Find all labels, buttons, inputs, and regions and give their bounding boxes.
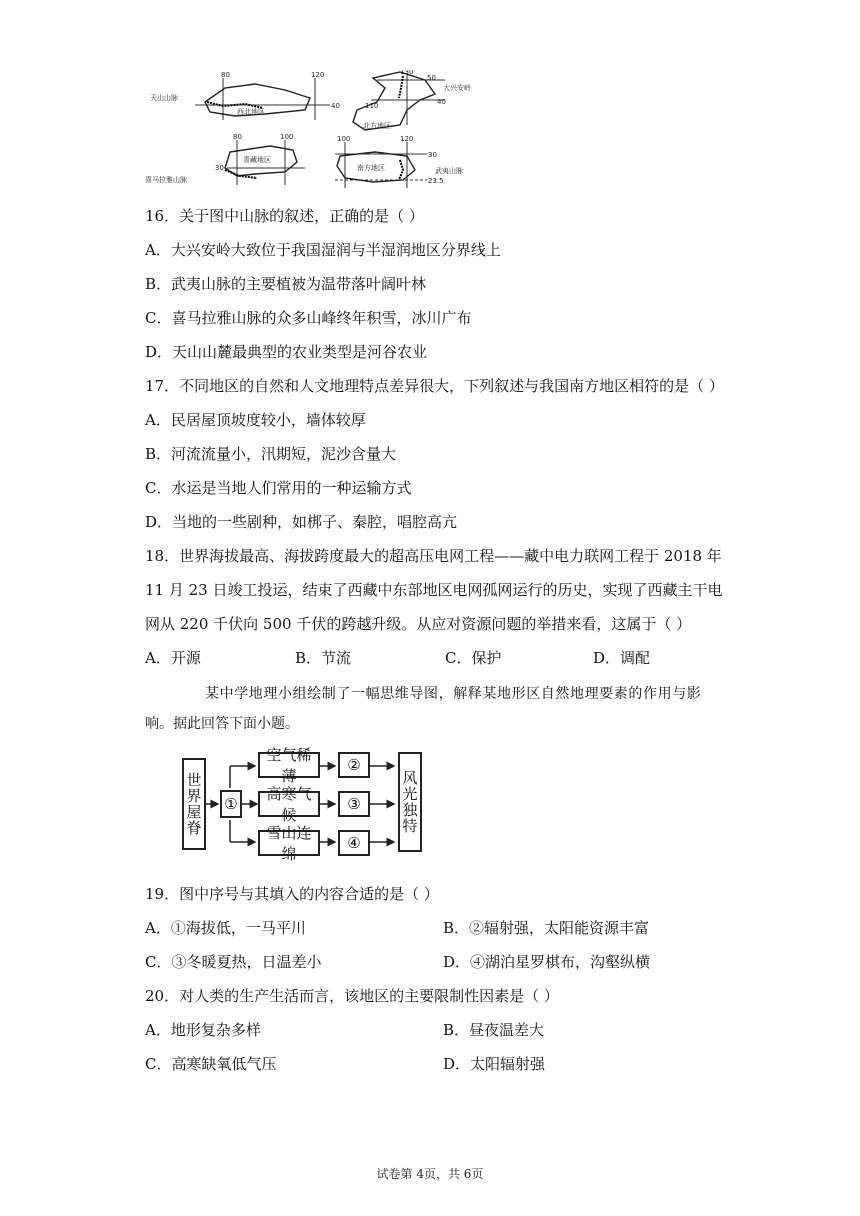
map3-region: 青藏地区 xyxy=(243,156,271,164)
region-maps-figure xyxy=(145,70,485,190)
flow-box-cold-climate: 高寒气候 xyxy=(258,791,320,817)
q20-option-c: C．高寒缺氧低气压 xyxy=(145,1055,277,1073)
map1-range: 天山山脉 xyxy=(150,94,178,102)
page-footer: 试卷第 4页，共 6页 xyxy=(376,1167,484,1181)
q16-option-d: D．天山山麓最典型的农业类型是河谷农业 xyxy=(145,343,428,361)
map4-lat1: 30 xyxy=(428,151,437,159)
map-qingzang xyxy=(145,133,305,185)
intro-line-1: 某中学地理小组绘制了一幅思维导图，解释某地形区自然地理要素的作用与影 xyxy=(205,686,702,702)
q17-option-a: A．民居屋顶坡度较小，墙体较厚 xyxy=(145,411,366,429)
map4-lon2: 120 xyxy=(400,135,414,143)
map1-lon1: 80 xyxy=(221,71,230,79)
map4-lat2: 23.5 xyxy=(428,177,444,185)
flow-box-2: ② xyxy=(338,752,370,778)
q18-option-b: B．节流 xyxy=(295,649,352,667)
flow-box-3: ③ xyxy=(338,791,370,817)
q19-options-row-1 xyxy=(145,918,715,938)
q20-option-a: A．地形复杂多样 xyxy=(145,1021,261,1039)
q16-stem: 16．关于图中山脉的叙述，正确的是（ ） xyxy=(145,207,424,225)
map3-lon1: 80 xyxy=(233,133,242,141)
q20-option-d: D．太阳辐射强 xyxy=(443,1055,546,1073)
q18-option-d: D．调配 xyxy=(593,649,651,667)
map4-lon1: 100 xyxy=(337,135,351,143)
intro-line-2: 响。据此回答下面小题。 xyxy=(145,716,299,732)
flow-box-world-roof: 世界屋脊 xyxy=(182,758,206,850)
map2-lon2: 110 xyxy=(365,102,379,110)
q18-line-3: 网从 220 千伏向 500 千伏的跨越升级。从应对资源问题的举措来看，这属于（ ） xyxy=(145,615,692,633)
map-northwest xyxy=(150,71,340,120)
map-north xyxy=(353,70,471,130)
q18-line-2: 11 月 23 日竣工投运，结束了西藏中东部地区电网孤网运行的历史，实现了西藏主干电 xyxy=(145,581,723,599)
q19-option-d: D．④湖泊星罗棋布，沟壑纵横 xyxy=(443,953,651,971)
q18-options xyxy=(145,648,715,668)
flow-box-thin-air: 空气稀薄 xyxy=(258,752,320,778)
map-south xyxy=(335,135,463,188)
q18-line-1: 18．世界海拔最高、海拔跨度最大的超高压电网工程——藏中电力联网工程于 2018 年 xyxy=(145,547,722,565)
q20-options-row-1 xyxy=(145,1020,715,1040)
mind-map-flowchart xyxy=(180,746,426,863)
q19-options-row-2 xyxy=(145,952,715,972)
map2-region: 北方地区 xyxy=(363,122,391,130)
q16-option-b: B．武夷山脉的主要植被为温带落叶阔叶林 xyxy=(145,275,427,293)
map3-range: 喜马拉雅山脉 xyxy=(145,176,187,184)
map1-region: 西北地区 xyxy=(237,108,265,116)
map2-lat1: 50 xyxy=(427,74,436,82)
map2-lon: 130 xyxy=(400,70,414,76)
q20-options-row-2 xyxy=(145,1054,715,1074)
map2-range: 大兴安岭 xyxy=(443,84,471,92)
map4-range: 武夷山脉 xyxy=(435,167,463,175)
q16-option-a: A．大兴安岭大致位于我国湿润与半湿润地区分界线上 xyxy=(145,241,501,259)
map3-lat: 30 xyxy=(215,164,224,172)
q16-option-c: C．喜马拉雅山脉的众多山峰终年积雪，冰川广布 xyxy=(145,309,472,327)
map1-lat: 40 xyxy=(331,102,340,110)
map4-region: 南方地区 xyxy=(357,164,385,172)
flow-box-4: ④ xyxy=(338,830,370,856)
q18-option-a: A．开源 xyxy=(145,649,201,667)
flow-box-snow-mountains: 雪山连绵 xyxy=(258,830,320,856)
q19-option-b: B．②辐射强，太阳能资源丰富 xyxy=(443,919,650,937)
flow-box-1: ① xyxy=(220,790,242,818)
map1-lon2: 120 xyxy=(311,71,325,79)
q19-option-c: C．③冬暖夏热，日温差小 xyxy=(145,953,322,971)
q20-stem: 20．对人类的生产生活而言，该地区的主要限制性因素是（ ） xyxy=(145,987,559,1005)
q17-stem: 17．不同地区的自然和人文地理特点差异很大，下列叙述与我国南方地区相符的是（ ） xyxy=(145,377,724,395)
flow-box-unique-scenery: 风光独特 xyxy=(398,752,422,852)
q17-option-b: B．河流流量小，汛期短，泥沙含量大 xyxy=(145,445,397,463)
q19-option-a: A．①海拔低，一马平川 xyxy=(145,919,306,937)
q17-option-c: C．水运是当地人们常用的一种运输方式 xyxy=(145,479,412,497)
q20-option-b: B．昼夜温差大 xyxy=(443,1021,545,1039)
q19-stem: 19．图中序号与其填入的内容合适的是（ ） xyxy=(145,885,439,903)
map2-lat2: 40 xyxy=(437,98,446,106)
q18-option-c: C．保护 xyxy=(445,649,502,667)
q17-option-d: D．当地的一些剧种，如梆子、秦腔，唱腔高亢 xyxy=(145,513,458,531)
map3-lon2: 100 xyxy=(280,133,294,141)
